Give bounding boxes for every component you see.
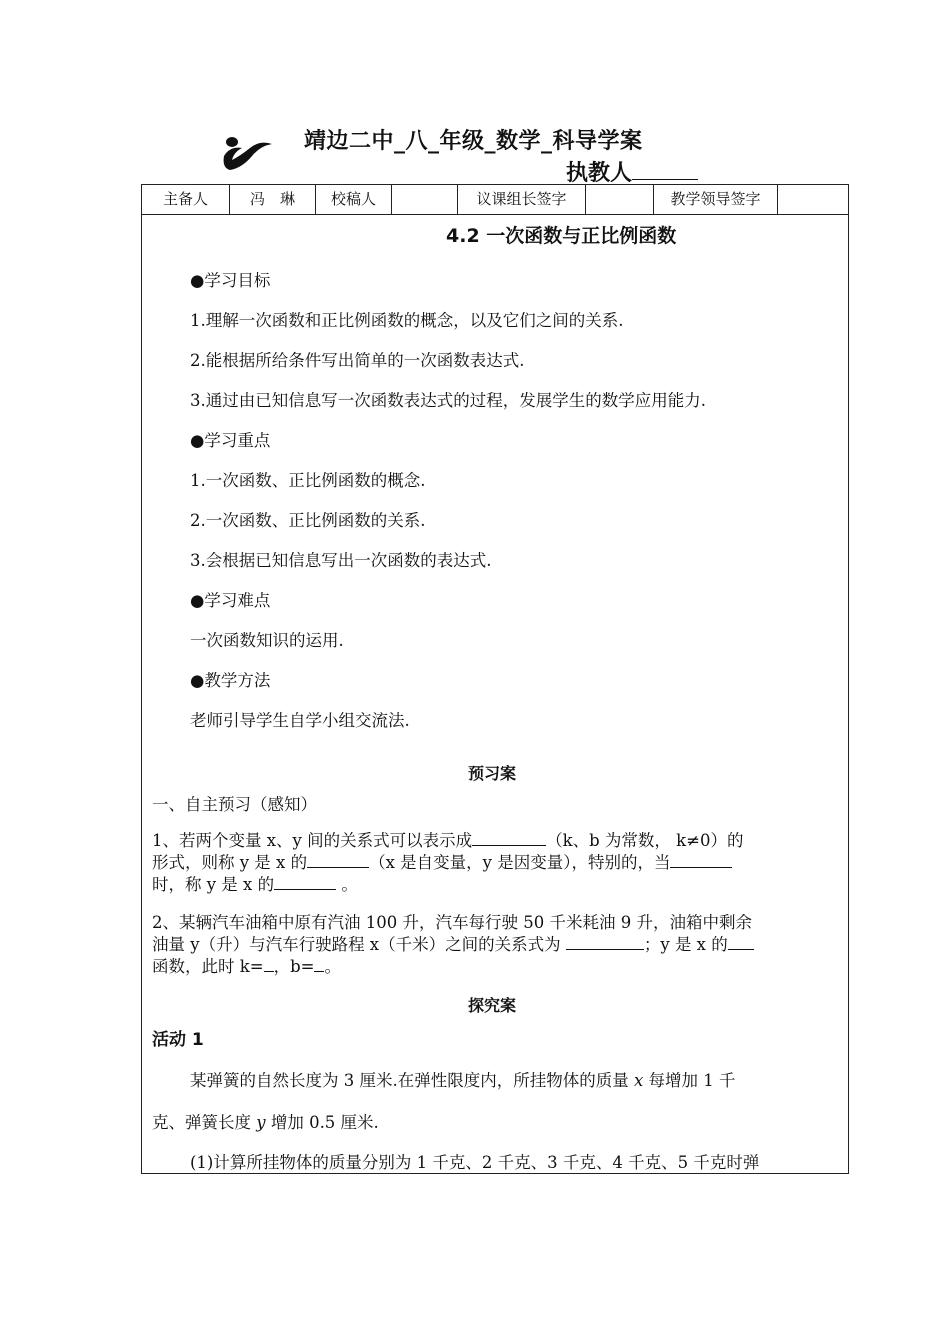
key-item: 2.一次函数、正比例函数的关系. [190,511,426,530]
answer-blank[interactable] [314,956,324,972]
group-leader-signature-field[interactable] [586,185,654,214]
answer-blank[interactable] [307,852,369,868]
explore-heading: 探究案 [468,996,517,1015]
answer-blank[interactable] [472,830,546,846]
question-1-line-2: 形式，则称 y 是 x 的 （x 是自变量，y 是因变量），特别的，当 [152,849,732,873]
answer-blank[interactable] [566,934,644,950]
key-heading: ●学习重点 [190,431,271,450]
question-2-line-3: 函数，此时 k= ，b= 。 [152,957,341,976]
executor-line [566,156,698,187]
content-frame [141,184,849,1174]
leader-signature-field[interactable] [778,185,848,214]
key-item: 3.会根据已知信息写出一次函数的表达式. [190,551,492,570]
difficulty-heading: ●学习难点 [190,591,271,610]
goal-item: 2.能根据所给条件写出简单的一次函数表达式. [190,351,525,370]
preview-subheading: 一、自主预习（感知） [152,795,317,814]
reviewer-label: 校稿人 [316,185,392,214]
document-title: 靖边二中_八_年级_数学_科导学案 [304,129,643,154]
answer-blank[interactable] [670,852,732,868]
activity-paragraph-line-1: 某弹簧的自然长度为 3 厘米.在弹性限度内，所挂物体的质量 x 每增加 1 千 [190,1071,736,1090]
question-2-line-2: 油量 y（升）与汽车行驶路程 x（千米）之间的关系式为 ；y 是 x 的 [152,931,754,955]
executor-label: 执教人 [566,161,633,186]
group-leader-label: 议课组长签字 [458,185,586,214]
executor-blank[interactable] [632,159,698,180]
question-1-line-3: 时，称 y 是 x 的 。 [152,875,358,894]
leader-label: 教学领导签字 [654,185,778,214]
school-logo [220,134,274,174]
method-text: 老师引导学生自学小组交流法. [190,711,410,730]
goals-heading: ●学习目标 [190,271,271,290]
preview-heading: 预习案 [468,764,517,783]
info-table [142,185,848,215]
lesson-title: 4.2 一次函数与正比例函数 [446,225,677,247]
difficulty-text: 一次函数知识的运用. [190,631,344,650]
activity-label: 活动 1 [152,1030,204,1050]
question-2-line-1: 2、某辆汽车油箱中原有汽油 100 升，汽车每行驶 50 千米耗油 9 升，油箱中剩余 [152,913,752,932]
question-1-line-1: 1、若两个变量 x、y 间的关系式可以表示成 （k、b 为常数， k≠0）的 [152,831,744,850]
reviewer-field[interactable] [392,185,458,214]
answer-blank[interactable] [728,934,754,950]
preparer-label: 主备人 [142,185,230,214]
preparer-name: 冯 琳 [230,185,316,214]
activity-paragraph-line-2: 克、弹簧长度 y 增加 0.5 厘米. [152,1113,379,1132]
answer-blank[interactable] [264,956,274,972]
activity-question-1: (1)计算所挂物体的质量分别为 1 千克、2 千克、3 千克、4 千克、5 千克时弹 [190,1153,760,1172]
answer-blank[interactable] [274,874,336,890]
key-item: 1.一次函数、正比例函数的概念. [190,471,426,490]
method-heading: ●教学方法 [190,671,271,690]
goal-item: 1.理解一次函数和正比例函数的概念，以及它们之间的关系. [190,311,624,330]
goal-item: 3.通过由已知信息写一次函数表达式的过程，发展学生的数学应用能力. [190,391,706,410]
